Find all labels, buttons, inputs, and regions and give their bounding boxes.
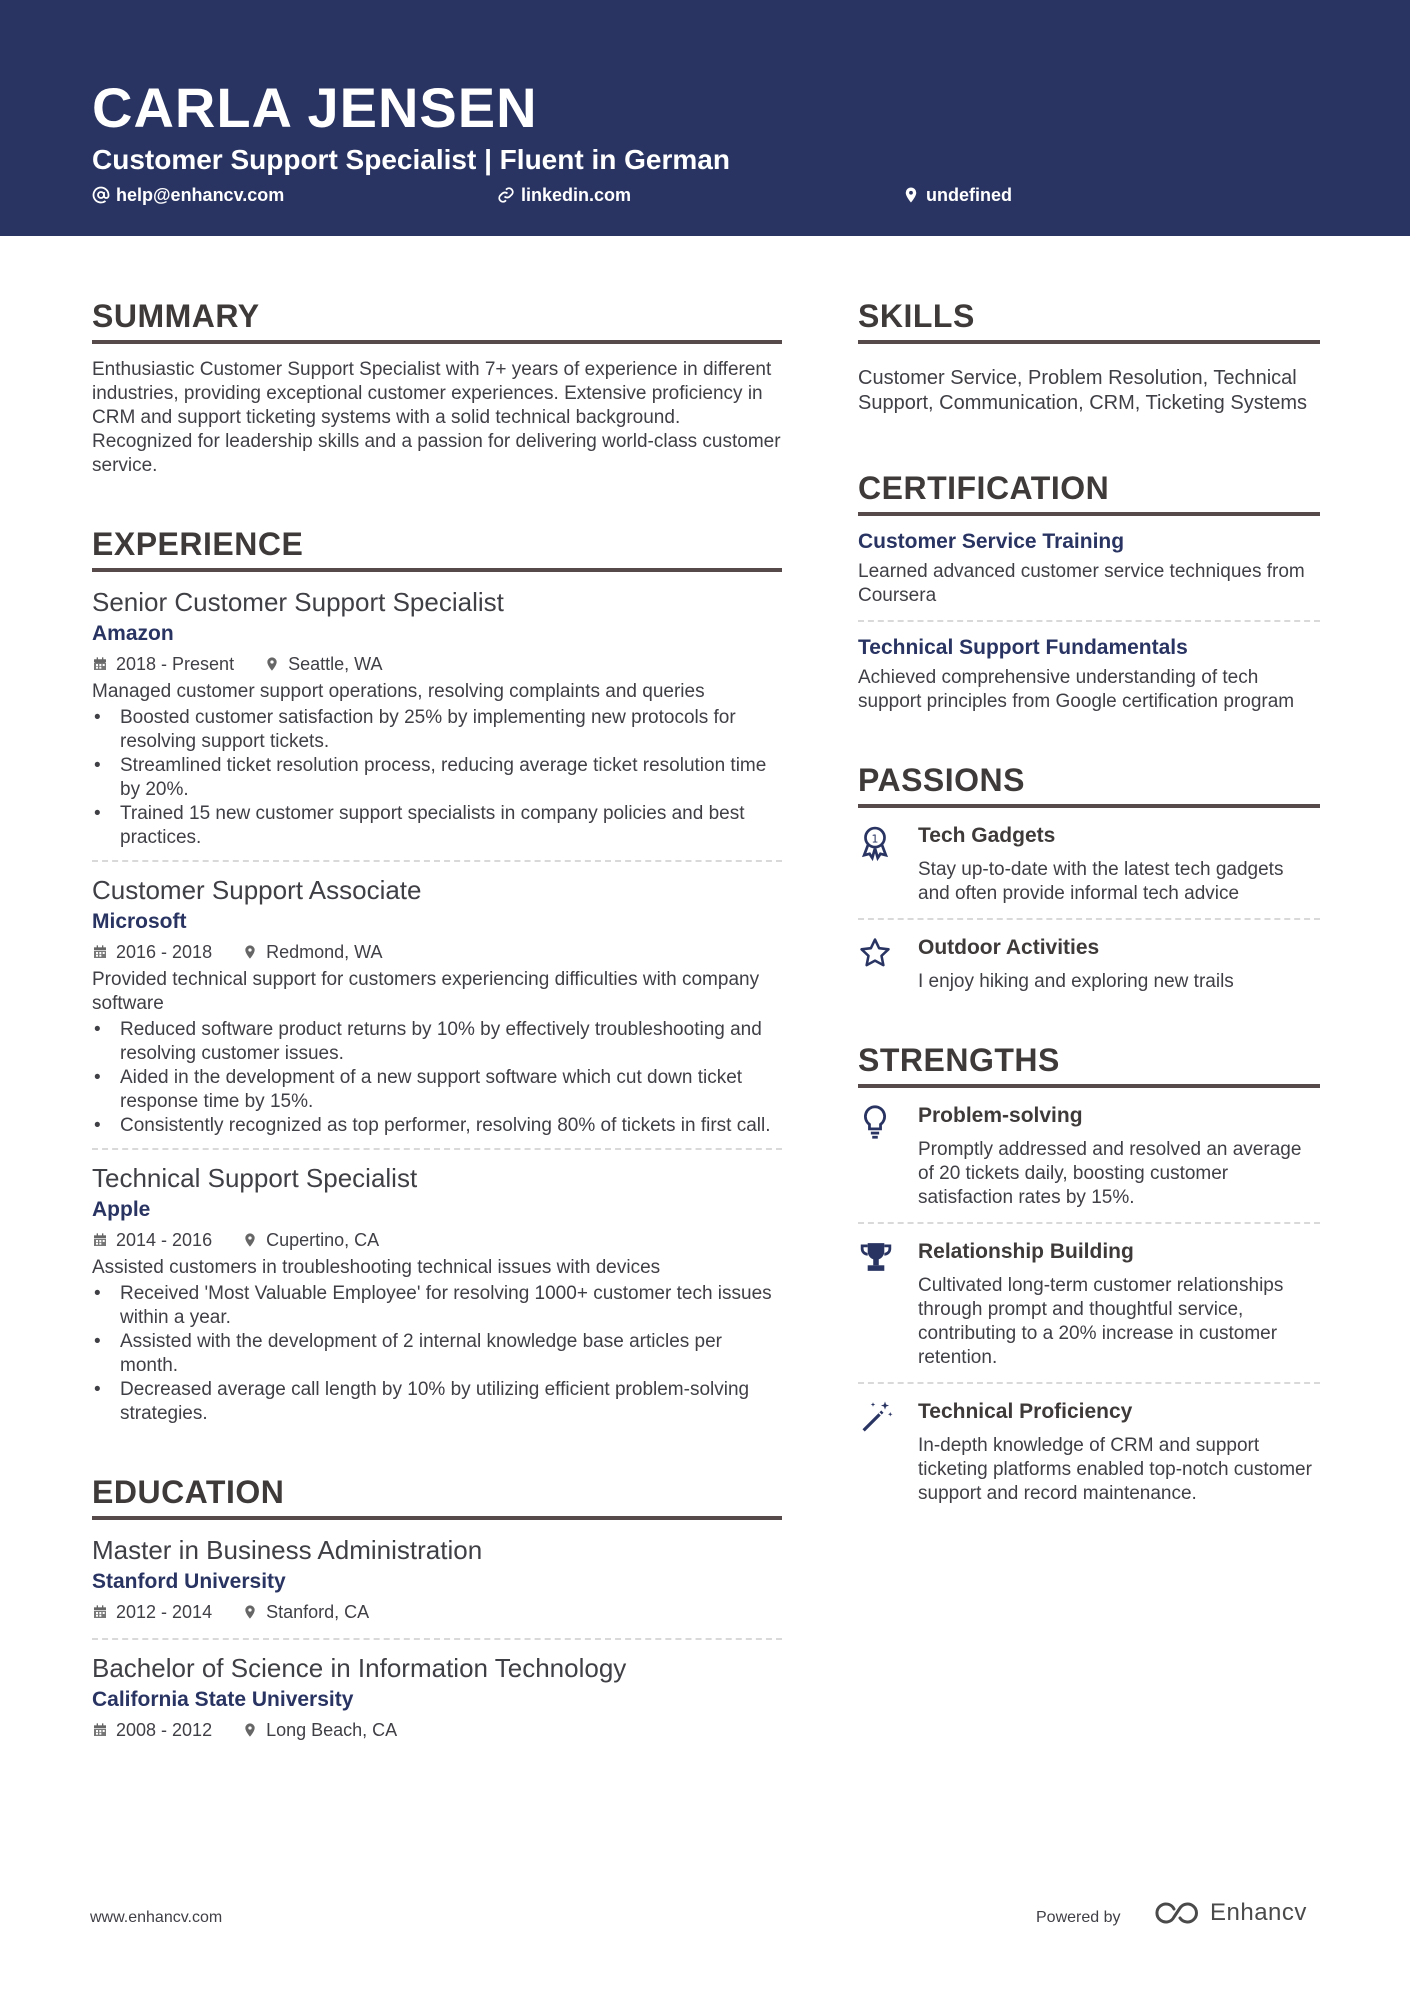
job-description: Managed customer support operations, resolving complaints and queries (92, 681, 705, 702)
star-icon (858, 936, 892, 970)
job-entry (92, 1162, 782, 1426)
calendar-icon (92, 1232, 108, 1248)
job-bullet: • Streamlined ticket resolution process, reducing average ticket resolution time by 20%. (92, 754, 782, 802)
job-bullet: • Boosted customer satisfaction by 25% by implementing new protocols for resolving support tickets. (92, 706, 782, 754)
strength-divider (858, 1222, 1320, 1224)
job-meta (92, 1228, 782, 1252)
job-bullet: • Trained 15 new customer support specialists in company policies and best practices. (92, 802, 782, 850)
job-bullets (92, 1018, 782, 1138)
strength-item (858, 1238, 1320, 1382)
trophy-icon (858, 1240, 894, 1274)
summary-text: Enthusiastic Customer Support Specialist with 7+ years of experience in different industries, providing exceptional customer experiences. Extensive proficiency in CRM and support ticketing systems with a solid technical background. Recognized for leadership skills and a passion for delivering world-class customer service. (92, 359, 781, 476)
contact-location (902, 183, 1012, 207)
svg-text:1: 1 (871, 832, 879, 846)
certification-text: Learned advanced customer service techniques from Coursera (858, 561, 1305, 606)
contact-email[interactable] (92, 183, 284, 207)
summary-title: SUMMARY (92, 296, 782, 344)
footer-website[interactable]: www.enhancv.com (90, 1909, 223, 1926)
education-title: EDUCATION (92, 1472, 782, 1520)
job-meta (92, 652, 782, 676)
job-description: Assisted customers in troubleshooting technical issues with devices (92, 1257, 661, 1278)
calendar-icon (92, 1722, 108, 1738)
brand-name: Enhancv (1210, 1899, 1307, 1926)
magic-wand-icon (858, 1400, 894, 1436)
strengths-section (858, 1040, 1320, 1506)
job-meta (92, 940, 782, 964)
job-bullet: • Reduced software product returns by 10% by effectively troubleshooting and resolving customer issues. (92, 1018, 782, 1066)
certification-name: Technical Support Fundamentals (858, 636, 1188, 659)
passion-title: Tech Gadgets (918, 824, 1056, 847)
strength-item (858, 1398, 1320, 1506)
education-meta (92, 1718, 782, 1742)
job-entry (92, 586, 782, 860)
job-entry (92, 874, 782, 1148)
job-divider (92, 860, 782, 862)
calendar-icon (92, 656, 108, 672)
strength-text: Cultivated long-term customer relationships through prompt and thoughtful service, contributing to a 20% increase in customer retention. (918, 1275, 1284, 1368)
job-title: Technical Support Specialist (92, 1163, 418, 1193)
experience-section (92, 524, 782, 1426)
certification-text: Achieved comprehensive understanding of tech support principles from Google certification program (858, 667, 1295, 712)
certification-name: Customer Service Training (858, 530, 1125, 553)
map-pin-icon (242, 1232, 258, 1248)
education-divider (92, 1638, 782, 1640)
job-title: Senior Customer Support Specialist (92, 587, 504, 617)
skills-text: Customer Service, Problem Resolution, Technical Support, Communication, CRM, Ticketing Systems (858, 367, 1308, 414)
company-name: Microsoft (92, 910, 187, 933)
job-bullets (92, 706, 782, 850)
passion-divider (858, 918, 1320, 920)
right-column (858, 296, 1320, 1506)
map-pin-icon (242, 1604, 258, 1620)
certification-entry (858, 634, 1320, 714)
candidate-name: CARLA JENSEN (92, 76, 538, 139)
school-name: California State University (92, 1688, 354, 1711)
left-column (92, 296, 782, 1742)
education-location: Stanford, CA (266, 1602, 370, 1622)
strengths-title: STRENGTHS (858, 1040, 1320, 1088)
certification-divider (858, 620, 1320, 622)
company-name: Amazon (92, 622, 174, 645)
job-bullet: • Consistently recognized as top performer, resolving 80% of tickets in first call. (92, 1114, 782, 1138)
job-divider (92, 1148, 782, 1150)
certification-title: CERTIFICATION (858, 468, 1320, 516)
strength-title: Relationship Building (918, 1240, 1134, 1263)
candidate-headline: Customer Support Specialist | Fluent in German (92, 144, 730, 175)
footer-powered-by: Powered by (1036, 1909, 1121, 1926)
lightbulb-icon (858, 1104, 892, 1140)
strength-title: Problem-solving (918, 1104, 1083, 1127)
passion-item (858, 934, 1320, 994)
experience-title: EXPERIENCE (92, 524, 782, 572)
job-dates: 2014 - 2016 (116, 1230, 213, 1250)
education-section (92, 1472, 782, 1742)
passions-title: PASSIONS (858, 760, 1320, 808)
map-pin-icon (242, 944, 258, 960)
job-bullet: • Aided in the development of a new support software which cut down ticket response time by 15%. (92, 1066, 782, 1114)
strength-title: Technical Proficiency (918, 1400, 1133, 1423)
passion-item (858, 822, 1320, 918)
degree-title: Bachelor of Science in Information Technology (92, 1653, 627, 1683)
map-pin-icon (902, 186, 920, 204)
contact-email-text: help@enhancv.com (116, 185, 285, 205)
education-dates: 2012 - 2014 (116, 1602, 213, 1622)
passion-text: I enjoy hiking and exploring new trails (918, 971, 1234, 992)
contact-location-text: undefined (926, 185, 1012, 205)
degree-title: Master in Business Administration (92, 1535, 483, 1565)
strength-divider (858, 1382, 1320, 1384)
award-ribbon-icon (858, 824, 892, 862)
job-bullets (92, 1282, 782, 1426)
certification-section (858, 468, 1320, 714)
enhancv-logo-icon (1154, 1900, 1202, 1926)
contact-link-text: linkedin.com (521, 185, 632, 205)
resume-header (0, 0, 1410, 236)
map-pin-icon (264, 656, 280, 672)
calendar-icon (92, 1604, 108, 1620)
education-entry (92, 1652, 782, 1742)
job-description: Provided technical support for customers experiencing difficulties with company software (92, 969, 760, 1014)
education-location: Long Beach, CA (266, 1720, 398, 1740)
strength-text: Promptly addressed and resolved an average of 20 tickets daily, boosting customer satisfaction rates by 15%. (918, 1139, 1302, 1208)
passions-section (858, 760, 1320, 994)
contact-link[interactable] (497, 183, 631, 207)
job-location: Cupertino, CA (266, 1230, 380, 1250)
education-meta (92, 1600, 782, 1624)
company-name: Apple (92, 1198, 151, 1221)
education-entry (92, 1534, 782, 1638)
job-location: Seattle, WA (288, 654, 383, 674)
map-pin-icon (242, 1722, 258, 1738)
job-dates: 2018 - Present (116, 654, 235, 674)
strength-item (858, 1102, 1320, 1222)
summary-section (92, 296, 782, 478)
job-bullet: • Decreased average call length by 10% by utilizing efficient problem-solving strategies. (92, 1378, 782, 1426)
skills-title: SKILLS (858, 296, 1320, 344)
job-location: Redmond, WA (266, 942, 383, 962)
at-icon (92, 186, 110, 204)
brand-logo[interactable] (1154, 1899, 1307, 1927)
job-dates: 2016 - 2018 (116, 942, 213, 962)
job-title: Customer Support Associate (92, 875, 422, 905)
certification-entry (858, 528, 1320, 620)
education-dates: 2008 - 2012 (116, 1720, 213, 1740)
link-icon (497, 186, 515, 204)
strength-text: In-depth knowledge of CRM and support ticketing platforms enabled top-notch customer support and record maintenance. (918, 1435, 1312, 1504)
school-name: Stanford University (92, 1570, 286, 1593)
calendar-icon (92, 944, 108, 960)
skills-section (858, 296, 1320, 416)
job-bullet: • Assisted with the development of 2 internal knowledge base articles per month. (92, 1330, 782, 1378)
passion-text: Stay up-to-date with the latest tech gadgets and often provide informal tech advice (918, 859, 1284, 904)
passion-title: Outdoor Activities (918, 936, 1100, 959)
job-bullet: • Received 'Most Valuable Employee' for resolving 1000+ customer tech issues within a year. (92, 1282, 782, 1330)
